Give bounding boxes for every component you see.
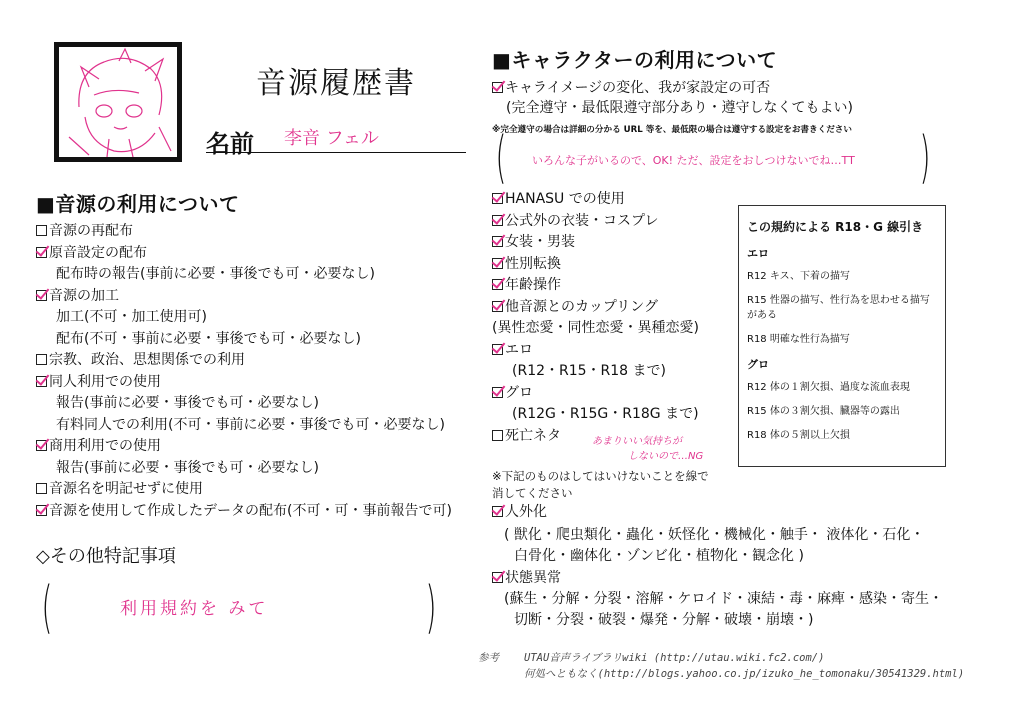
checklist-row bbox=[36, 502, 452, 520]
checkbox[interactable] bbox=[36, 376, 47, 387]
death-comment-2: しないので…NG bbox=[628, 451, 704, 462]
checklist-row bbox=[56, 308, 207, 326]
comment-open-paren: ( bbox=[495, 125, 507, 190]
right-section-title: ■キャラクターの利用について bbox=[492, 48, 778, 72]
checklist-row bbox=[492, 298, 658, 316]
joutai-label: 状態異常 bbox=[505, 570, 561, 586]
checklist-row bbox=[492, 233, 575, 251]
rule-box bbox=[738, 205, 946, 467]
death-comment-1: あまりいい気持ちが bbox=[592, 436, 682, 447]
joutai-list-1: (蘇生・分解・分裂・溶解・ケロイド・凍結・毒・麻痺・感染・寄生・ bbox=[504, 591, 944, 607]
char-image-note: ※完全遵守の場合は詳細の分かる URL 等を、最低限の場合は遵守する設定をお書きください bbox=[492, 125, 852, 135]
checkbox[interactable] bbox=[492, 193, 503, 204]
checklist-label: 他音源とのカップリング bbox=[505, 298, 659, 315]
rule-box-title: この規約による R18・G 線引き bbox=[747, 220, 924, 234]
comment-close-paren: ) bbox=[919, 125, 931, 190]
checklist-label: 音源を使用して作成したデータの配布(不可・可・事前報告で可) bbox=[49, 502, 452, 519]
char-image-options: (完全遵守・最低限遵守部分あり・遵守しなくてもよい) bbox=[506, 100, 853, 116]
checklist-row bbox=[56, 394, 319, 412]
checkbox[interactable] bbox=[36, 505, 47, 516]
checklist-label: 有料同人での利用(不可・事前に必要・事後でも可・必要なし) bbox=[56, 416, 445, 433]
checklist-row bbox=[492, 341, 533, 359]
checkbox[interactable] bbox=[36, 483, 47, 494]
checkbox[interactable] bbox=[36, 354, 47, 365]
checkbox[interactable] bbox=[36, 225, 47, 236]
jinkaku-list-1: ( 獣化・爬虫類化・蟲化・妖怪化・機械化・触手・ 液体化・石化・ bbox=[504, 527, 925, 543]
checklist-row bbox=[56, 265, 375, 283]
checkbox[interactable] bbox=[492, 301, 503, 312]
page-title: 音源履歴書 bbox=[256, 66, 416, 101]
checklist-label: 原音設定の配布 bbox=[49, 244, 147, 261]
checkbox[interactable] bbox=[492, 236, 503, 247]
strike-note-1: ※下記のものはしてはいけないことを線で bbox=[492, 469, 709, 483]
other-title: ◇その他特記事項 bbox=[36, 546, 176, 567]
char-image-comment: いろんな子がいるので、OK! ただ、設定をおしつけないでね…TT bbox=[532, 154, 855, 167]
checklist-row bbox=[492, 212, 658, 230]
checklist-label: 配布(不可・事前に必要・事後でも可・必要なし) bbox=[56, 330, 361, 347]
other-note: 利用規約を みて bbox=[120, 599, 269, 619]
reference-line-2: 何処へともなく(http://blogs.yahoo.co.jp/izuko_he_tomonaku/30541329.html) bbox=[524, 668, 965, 680]
checklist-row bbox=[492, 319, 699, 337]
left-section-title: ■音源の利用について bbox=[36, 192, 240, 216]
checkbox[interactable] bbox=[492, 506, 503, 517]
checklist-label: 報告(事前に必要・事後でも可・必要なし) bbox=[56, 459, 319, 476]
checklist-row bbox=[492, 190, 625, 208]
checkbox[interactable] bbox=[36, 290, 47, 301]
checklist-row bbox=[36, 244, 147, 262]
jinkaku-list-2: 白骨化・幽体化・ゾンビ化・植物化・観念化 ) bbox=[514, 548, 804, 564]
checklist-row bbox=[492, 255, 561, 273]
checklist-label: 音源の加工 bbox=[49, 287, 119, 304]
checklist-label: 年齢操作 bbox=[505, 277, 561, 293]
checkbox[interactable] bbox=[492, 215, 503, 226]
checklist-row bbox=[36, 287, 119, 305]
checklist-label: エロ bbox=[505, 341, 533, 358]
char-image-label: キャライメージの変化、我が家設定の可否 bbox=[505, 80, 771, 96]
checklist-row bbox=[36, 351, 245, 369]
joutai-row bbox=[492, 569, 561, 587]
avatar-sketch bbox=[59, 47, 177, 157]
checklist-row bbox=[56, 330, 361, 348]
checklist-label: 加工(不可・加工使用可) bbox=[56, 309, 207, 325]
strike-note-2: 消してください bbox=[492, 486, 573, 500]
rule-line: R15 体の３割欠損、臓器等の露出 bbox=[747, 406, 900, 417]
checklist-label: 公式外の衣装・コスプレ bbox=[505, 212, 659, 229]
char-image-row bbox=[492, 79, 770, 97]
rule-line: R18 体の５割以上欠損 bbox=[747, 430, 850, 441]
checklist-label: 宗教、政治、思想関係での利用 bbox=[49, 352, 245, 368]
rule-line: R18 明確な性行為描写 bbox=[747, 334, 850, 345]
checkbox[interactable] bbox=[36, 440, 47, 451]
checkbox[interactable] bbox=[492, 572, 503, 583]
checklist-row bbox=[492, 384, 533, 402]
rule-box-ero-head: エロ bbox=[747, 247, 769, 260]
checklist-label: グロ bbox=[505, 384, 533, 401]
checklist-row bbox=[512, 405, 699, 423]
checklist-label: 音源の再配布 bbox=[49, 223, 133, 239]
checkbox[interactable] bbox=[492, 344, 503, 355]
reference-line-1: UTAU音声ライブラリwiki (http://utau.wiki.fc2.com/) bbox=[524, 652, 825, 664]
checkbox[interactable] bbox=[492, 430, 503, 441]
other-open-paren: ( bbox=[41, 575, 53, 640]
name-underline bbox=[206, 152, 466, 153]
checklist-label: 同人利用での使用 bbox=[49, 373, 161, 390]
checkbox[interactable] bbox=[492, 387, 503, 398]
checklist-label: (R12G・R15G・R18G まで) bbox=[512, 406, 699, 422]
checklist-row bbox=[36, 222, 133, 240]
checklist-row bbox=[512, 362, 666, 380]
jinkaku-row bbox=[492, 503, 547, 521]
checkbox[interactable] bbox=[492, 258, 503, 269]
checklist-row bbox=[36, 373, 161, 391]
joutai-list-2: 切断・分裂・破裂・爆発・分解・破壊・崩壊・) bbox=[514, 612, 814, 628]
checklist-label: HANASU での使用 bbox=[505, 191, 625, 207]
rule-line: R12 体の１割欠損、過度な流血表現 bbox=[747, 382, 910, 393]
checkbox[interactable] bbox=[36, 247, 47, 258]
checklist-label: 性別転換 bbox=[505, 255, 561, 272]
checklist-label: 音源名を明記せずに使用 bbox=[49, 481, 203, 497]
checkbox[interactable] bbox=[492, 279, 503, 290]
checklist-row bbox=[36, 480, 203, 498]
checklist-row bbox=[492, 427, 561, 445]
checklist-label: (R12・R15・R18 まで) bbox=[512, 363, 666, 379]
reference-label: 参考 bbox=[478, 652, 499, 664]
checklist-row bbox=[36, 437, 161, 455]
name-label: 名前 bbox=[206, 130, 254, 158]
jinkaku-label: 人外化 bbox=[505, 504, 547, 520]
checklist-row bbox=[492, 276, 561, 294]
rule-box-guro-head: グロ bbox=[747, 358, 769, 371]
checklist-label: 商用利用での使用 bbox=[49, 438, 161, 454]
checklist-row bbox=[56, 416, 445, 434]
checklist-label: 死亡ネタ bbox=[505, 427, 561, 444]
checklist-label: (異性恋愛・同性恋愛・異種恋愛) bbox=[492, 320, 699, 336]
other-close-paren: ) bbox=[425, 575, 437, 640]
avatar bbox=[54, 42, 182, 162]
rule-line: R15 性器の描写、性行為を思わせる描写がある bbox=[747, 295, 930, 321]
rule-line: R12 キス、下着の描写 bbox=[747, 271, 850, 282]
checkbox[interactable] bbox=[492, 82, 503, 93]
checklist-label: 配布時の報告(事前に必要・事後でも可・必要なし) bbox=[56, 266, 375, 282]
checklist-label: 女装・男装 bbox=[505, 234, 575, 250]
name-value: 李音 フェル bbox=[284, 128, 379, 149]
checklist-row bbox=[56, 459, 319, 477]
checklist-label: 報告(事前に必要・事後でも可・必要なし) bbox=[56, 395, 319, 411]
